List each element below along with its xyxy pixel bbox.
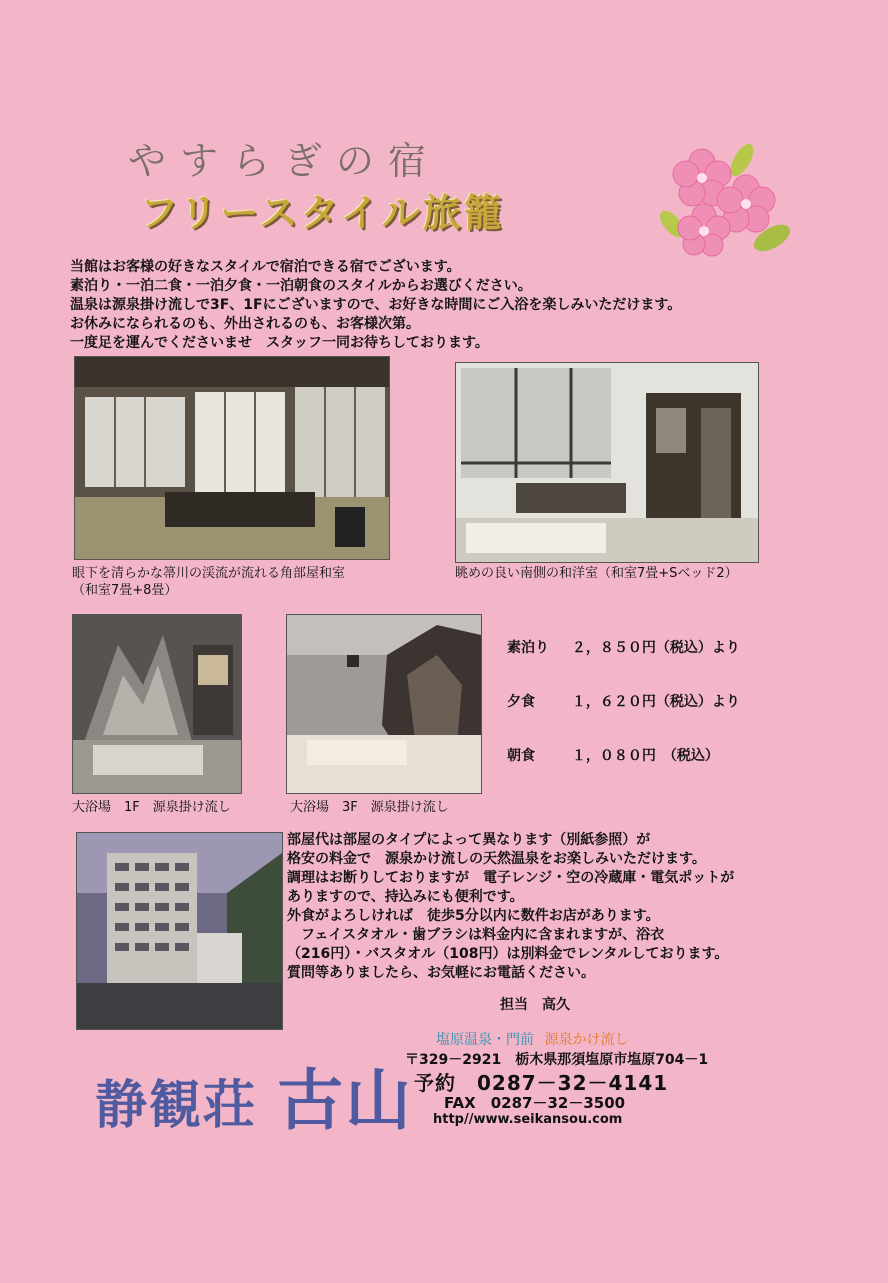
staff-name: 担当 高久 [500, 997, 570, 1013]
bath2-caption: 大浴場 3F 源泉掛け流し [290, 800, 449, 815]
room1-photo [74, 356, 390, 560]
logo-small-text: 静観荘 [95, 1075, 258, 1136]
info-line: 格安の料金で 源泉かけ流しの天然温泉をお楽しみいただけます。 [287, 851, 706, 867]
title-line-1: やすらぎの宿 [128, 139, 441, 183]
info-line: 外食がよろしければ 徒歩5分以内に数件お店があります。 [287, 908, 660, 924]
price-row [507, 691, 740, 711]
intro-line: 素泊り・一泊二食・一泊夕食・一泊朝食のスタイルからお選びください。 [70, 278, 532, 294]
room1-caption-line2: （和室7畳+8畳） [72, 583, 178, 598]
info-line: 質問等ありましたら、お気軽にお電話ください。 [287, 965, 595, 981]
info-text [287, 831, 734, 983]
intro-line: お休みになられるのも、外出されるのも、お客様次第。 [70, 316, 420, 332]
room2-photo [455, 362, 759, 563]
sakura-flower-icon [660, 138, 790, 258]
info-line: ありますので、持込みにも便利です。 [287, 889, 524, 905]
price-label: 素泊り [507, 640, 549, 656]
price-row [507, 745, 719, 765]
bath1-caption: 大浴場 1F 源泉掛け流し [72, 800, 231, 815]
logo-big-text: 古山 [277, 1061, 414, 1139]
price-row [507, 637, 740, 657]
info-line: 部屋代は部屋のタイプによって異なります（別紙参照）が [287, 832, 651, 848]
price-amount: １，６２０円（税込）より [571, 694, 740, 710]
info-line: （216円）・バスタオル（108円）は別料金でレンタルしております。 [287, 946, 729, 962]
intro-line: 一度足を運んでくださいませ スタッフ一同お待ちしております。 [70, 335, 489, 351]
intro-text [70, 258, 681, 353]
price-label: 夕食 [507, 694, 535, 710]
intro-line: 温泉は源泉掛け流しで3F、1Fにございますので、お好きな時間にご入浴を楽しみいただけます。 [70, 297, 682, 313]
title-line-2: フリースタイル旅籠 [140, 191, 505, 235]
room2-caption: 眺めの良い南側の和洋室（和室7畳+Sベッド2） [455, 566, 738, 581]
info-line: 調理はお断りしておりますが 電子レンジ・空の冷蔵庫・電気ポットが [287, 870, 735, 886]
room1-caption-line1: 眼下を清らかな箒川の渓流が流れる角部屋和室 [72, 566, 346, 581]
intro-line: 当館はお客様の好きなスタイルで宿泊できる宿でございます。 [70, 259, 461, 275]
website-link[interactable]: http//www.seikansou.com [433, 1112, 623, 1127]
bath2-photo [286, 614, 482, 794]
price-amount: １，０８０円 （税込） [571, 748, 719, 764]
area-name: 塩原温泉・門前 [436, 1032, 534, 1048]
area-tagline [436, 1029, 628, 1049]
price-amount: ２，８５０円（税込）より [571, 640, 740, 656]
price-label: 朝食 [507, 748, 535, 764]
inn-logo [95, 1047, 413, 1142]
info-line: フェイスタオル・歯ブラシは料金内に含まれますが、浴衣 [287, 927, 665, 943]
bath1-photo [72, 614, 242, 794]
spring-feature: 源泉かけ流し [544, 1032, 629, 1048]
fax-number: FAX 0287－32－3500 [444, 1094, 626, 1112]
hotel-exterior-photo [76, 832, 283, 1030]
address: 〒329－2921 栃木県那須塩原市塩原704－1 [405, 1052, 709, 1068]
reservation-phone[interactable]: 予約 0287－32－4141 [414, 1071, 669, 1095]
